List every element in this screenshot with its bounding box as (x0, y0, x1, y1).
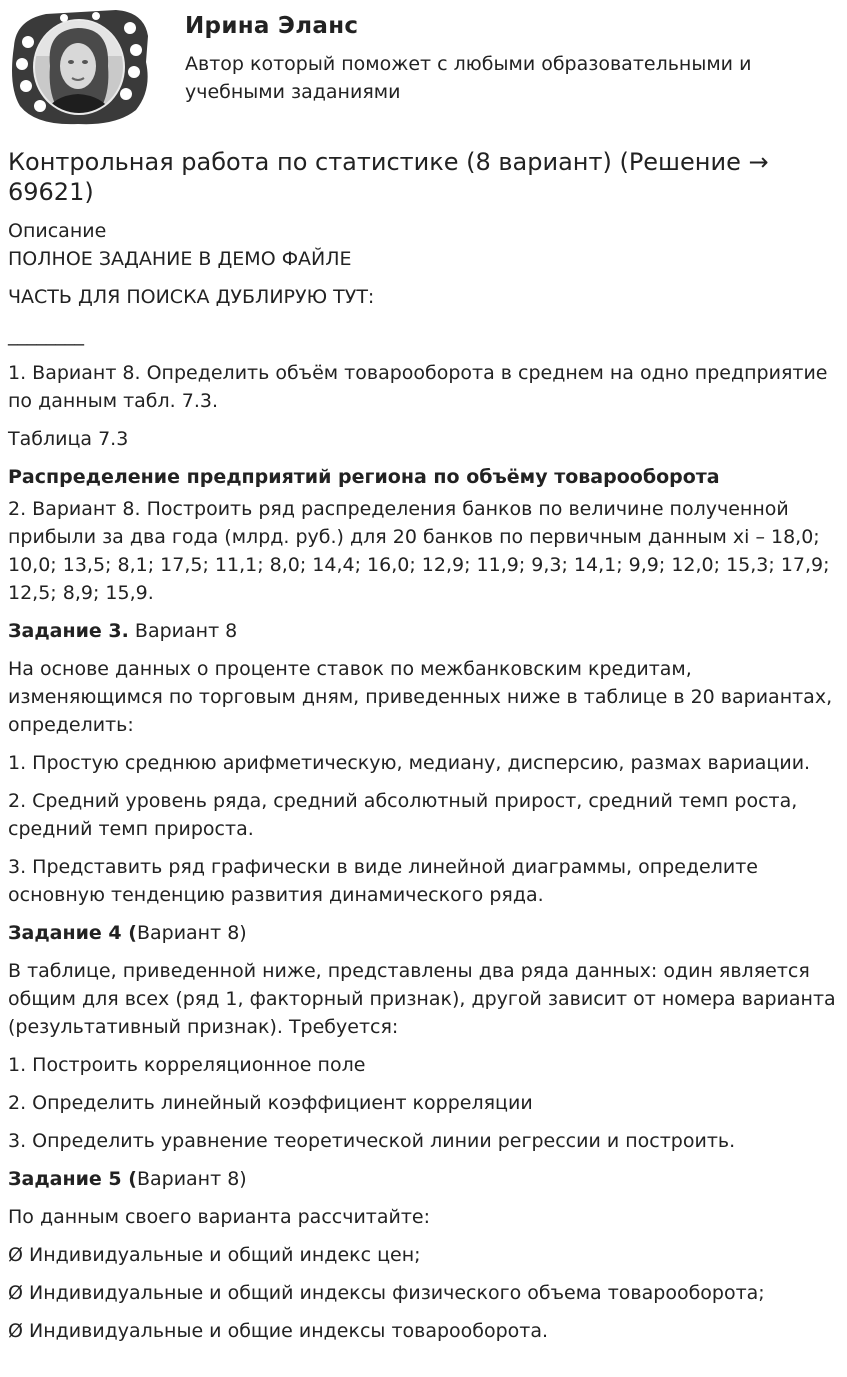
task-3-text: На основе данных о проценте ставок по межбанковским кредитам, изменяющимся по торговым дням, приведенных ниже в таблице в 20 вариантах, определить: (8, 658, 833, 736)
author-description: Автор который поможет с любыми образовательными и учебными заданиями (185, 53, 752, 103)
author-name: Ирина Эланс (185, 13, 359, 39)
task-3-heading (8, 617, 840, 645)
task-4-heading-bold: Задание 4 ( (8, 922, 137, 944)
task-4-item-2: 2. Определить линейный коэффициент корреляции (8, 1092, 533, 1114)
task-3-item-2: 2. Средний уровень ряда, средний абсолютный прирост, средний темп роста, средний темп прироста. (8, 790, 798, 840)
task-3-heading-bold: Задание 3. (8, 620, 129, 642)
search-note: ЧАСТЬ ДЛЯ ПОИСКА ДУБЛИРУЮ ТУТ: (8, 286, 375, 308)
task-5-item-2: Ø Индивидуальные и общий индексы физического объема товарооборота; (8, 1282, 765, 1304)
task-1-text: 1. Вариант 8. Определить объём товарооборота в среднем на одно предприятие по данным табл. 7.3. (8, 362, 828, 412)
task-5-item-1: Ø Индивидуальные и общий индекс цен; (8, 1244, 421, 1266)
task-5-heading (8, 1165, 840, 1193)
author-header (0, 0, 847, 140)
page-title: Контрольная работа по статистике (8 вариант) (Решение → 69621) (8, 148, 769, 206)
task-3-item-3: 3. Представить ряд графически в виде линейной диаграммы, определите основную тенденцию развития динамического ряда. (8, 856, 758, 906)
task-4-text: В таблице, приведенной ниже, представлены два ряда данных: один является общим для всех (ряд 1, факторный признак), другой зависит от номера варианта (результативный признак). Требуется: (8, 960, 836, 1038)
task-3-item-1: 1. Простую среднюю арифметическую, медиану, дисперсию, размах вариации. (8, 752, 811, 774)
task-4-heading-rest: Вариант 8) (136, 922, 247, 944)
document-body (8, 147, 840, 1355)
description-label: Описание (8, 220, 107, 242)
task-2-text: 2. Вариант 8. Построить ряд распределения банков по величине полученной прибыли за два года (млрд. руб.) для 20 банков по первичным данным xi – 18,0; 10,0; 13,5; 8,1; 17,5; 11,1; 8,0; 14,4; 16,0; 12,9; 11,9; 9,3; 14,1; 9,9; 12,0; 15,3; 17,9; 12,5; 8,9; 15,9. (8, 498, 830, 604)
task-5-heading-rest: Вариант 8) (136, 1168, 247, 1190)
table-title: Распределение предприятий региона по объёму товарооборота (8, 466, 720, 488)
task-3-heading-rest: Вариант 8 (128, 620, 238, 642)
author-avatar (6, 6, 152, 128)
table-label: Таблица 7.3 (8, 428, 129, 450)
task-4-item-1: 1. Построить корреляционное поле (8, 1054, 366, 1076)
task-5-item-3: Ø Индивидуальные и общие индексы товарооборота. (8, 1320, 549, 1342)
task-4-heading (8, 919, 840, 947)
divider-line: ________ (8, 324, 84, 346)
task-5-text: По данным своего варианта рассчитайте: (8, 1206, 431, 1228)
demo-note: ПОЛНОЕ ЗАДАНИЕ В ДЕМО ФАЙЛЕ (8, 248, 352, 270)
task-4-item-3: 3. Определить уравнение теоретической линии регрессии и построить. (8, 1130, 736, 1152)
task-5-heading-bold: Задание 5 ( (8, 1168, 137, 1190)
